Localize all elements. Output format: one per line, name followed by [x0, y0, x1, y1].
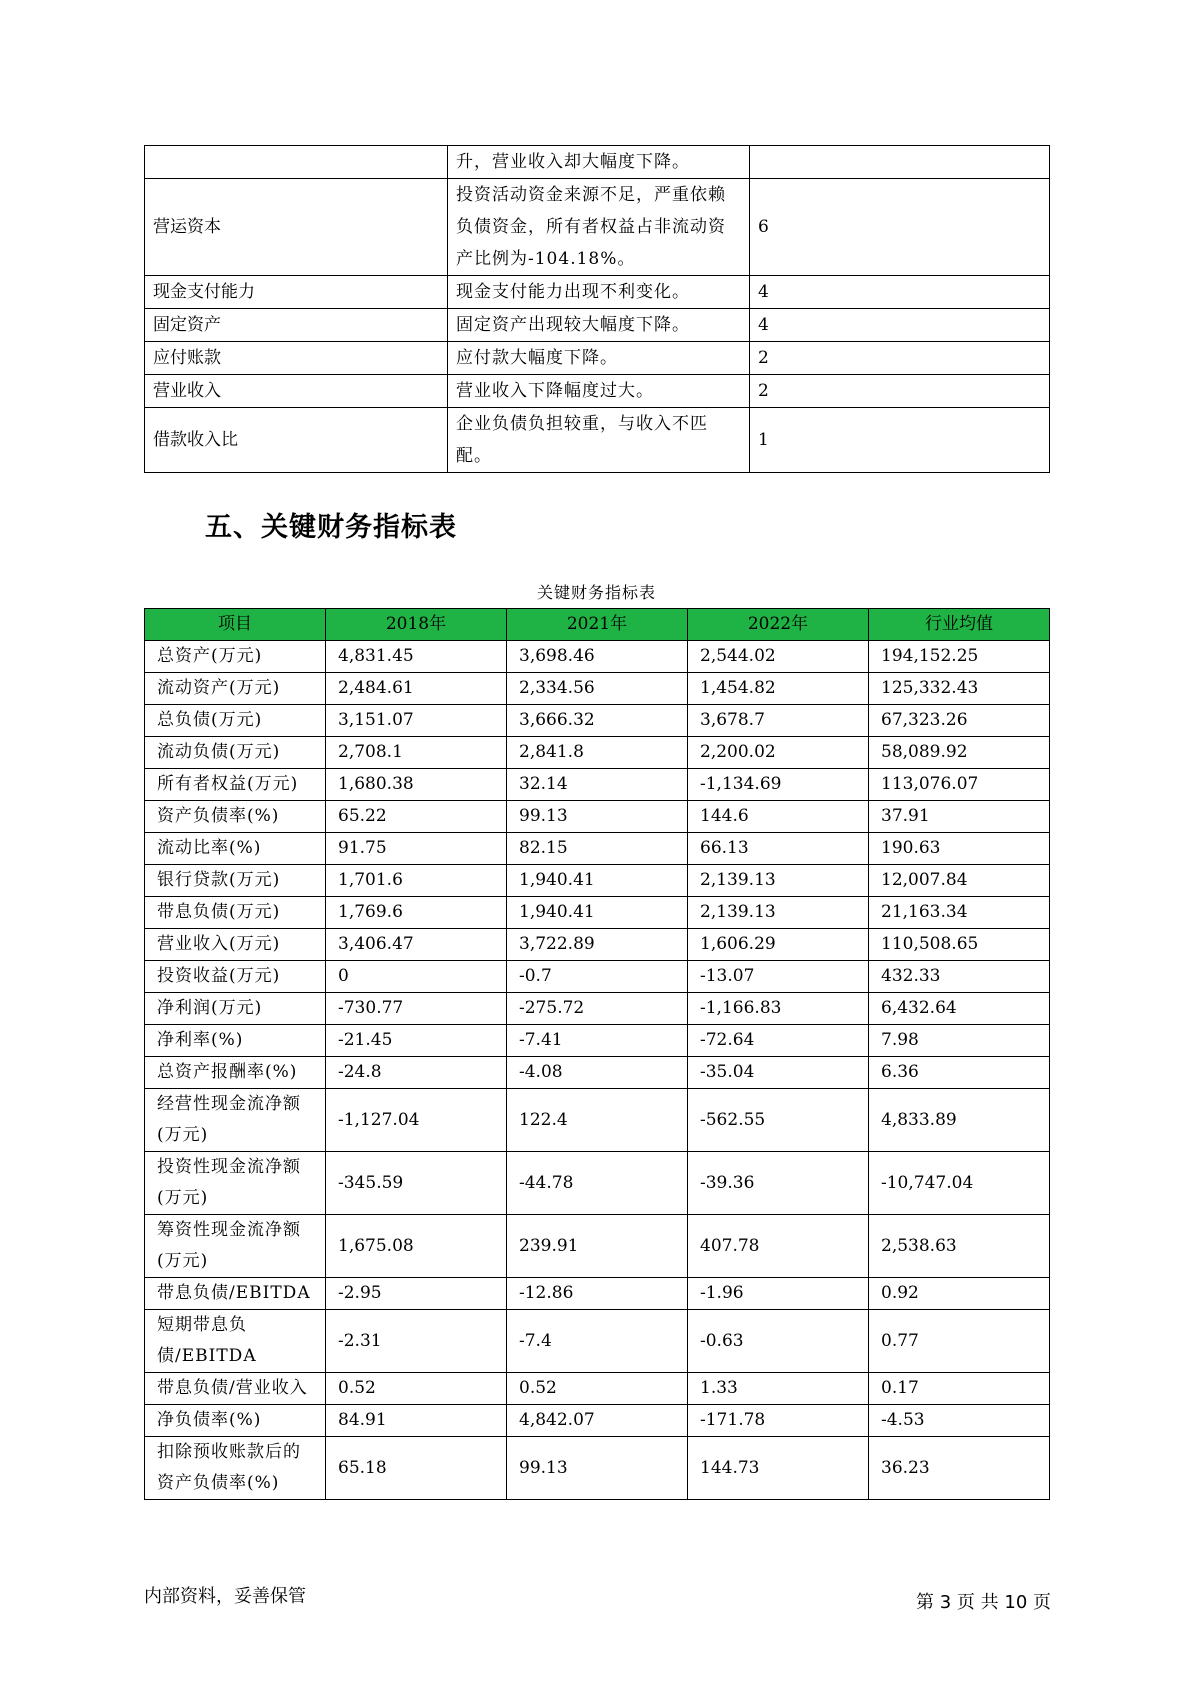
row-label-cell: 投资收益(万元) — [145, 961, 326, 993]
row-label-cell: 资产负债率(%) — [145, 801, 326, 833]
table-row — [145, 1057, 1050, 1089]
value-cell: 0.17 — [869, 1373, 1050, 1405]
value-cell: -1.96 — [688, 1278, 869, 1310]
row-label-cell: 净利率(%) — [145, 1025, 326, 1057]
risk-score-cell: 2 — [750, 342, 1050, 375]
header-row — [145, 609, 1050, 641]
risk-table-body — [145, 146, 1050, 473]
value-cell: 0.77 — [869, 1310, 1050, 1373]
value-cell: 6.36 — [869, 1057, 1050, 1089]
value-cell: 65.18 — [326, 1437, 507, 1500]
table-row — [145, 1437, 1050, 1500]
value-cell: -1,166.83 — [688, 993, 869, 1025]
value-cell: -562.55 — [688, 1089, 869, 1152]
value-cell: 91.75 — [326, 833, 507, 865]
row-label-cell: 流动比率(%) — [145, 833, 326, 865]
table-header — [145, 609, 1050, 641]
value-cell: 3,698.46 — [507, 641, 688, 673]
table-row — [145, 1215, 1050, 1278]
table-row — [145, 737, 1050, 769]
value-cell: 37.91 — [869, 801, 1050, 833]
risk-table-row — [145, 408, 1050, 473]
value-cell: 1,940.41 — [507, 865, 688, 897]
value-cell: 1,606.29 — [688, 929, 869, 961]
value-cell: -7.41 — [507, 1025, 688, 1057]
value-cell: -345.59 — [326, 1152, 507, 1215]
value-cell: 144.6 — [688, 801, 869, 833]
value-cell: 1,454.82 — [688, 673, 869, 705]
value-cell: 1,701.6 — [326, 865, 507, 897]
value-cell: 2,139.13 — [688, 865, 869, 897]
risk-score-cell: 6 — [750, 179, 1050, 276]
table-row — [145, 769, 1050, 801]
value-cell: 3,151.07 — [326, 705, 507, 737]
table-row — [145, 865, 1050, 897]
value-cell: -21.45 — [326, 1025, 507, 1057]
header-cell-2018: 2018年 — [326, 609, 507, 641]
table-row — [145, 705, 1050, 737]
value-cell: -10,747.04 — [869, 1152, 1050, 1215]
value-cell: 3,722.89 — [507, 929, 688, 961]
table-row — [145, 993, 1050, 1025]
table-body — [145, 641, 1050, 1500]
value-cell: -2.31 — [326, 1310, 507, 1373]
row-label-cell: 带息负债/营业收入 — [145, 1373, 326, 1405]
risk-score-cell: 4 — [750, 276, 1050, 309]
value-cell: 1,940.41 — [507, 897, 688, 929]
risk-item-cell: 固定资产 — [145, 309, 448, 342]
table-caption: 关键财务指标表 — [536, 583, 656, 602]
value-cell: -275.72 — [507, 993, 688, 1025]
value-cell: 58,089.92 — [869, 737, 1050, 769]
value-cell: 2,200.02 — [688, 737, 869, 769]
value-cell: 6,432.64 — [869, 993, 1050, 1025]
value-cell: 2,484.61 — [326, 673, 507, 705]
value-cell: 122.4 — [507, 1089, 688, 1152]
value-cell: 194,152.25 — [869, 641, 1050, 673]
value-cell: -39.36 — [688, 1152, 869, 1215]
value-cell: 0.52 — [326, 1373, 507, 1405]
risk-description-cell: 营业收入下降幅度过大。 — [448, 375, 750, 408]
value-cell: 2,334.56 — [507, 673, 688, 705]
value-cell: -171.78 — [688, 1405, 869, 1437]
value-cell: 99.13 — [507, 801, 688, 833]
row-label-cell: 营业收入(万元) — [145, 929, 326, 961]
header-cell-2022: 2022年 — [688, 609, 869, 641]
row-label-cell: 所有者权益(万元) — [145, 769, 326, 801]
value-cell: 110,508.65 — [869, 929, 1050, 961]
value-cell: 32.14 — [507, 769, 688, 801]
value-cell: 113,076.07 — [869, 769, 1050, 801]
row-label-cell: 银行贷款(万元) — [145, 865, 326, 897]
value-cell: 2,139.13 — [688, 897, 869, 929]
table-row — [145, 673, 1050, 705]
table-row — [145, 833, 1050, 865]
table-row — [145, 1152, 1050, 1215]
value-cell: 0.92 — [869, 1278, 1050, 1310]
value-cell: -72.64 — [688, 1025, 869, 1057]
risk-item-cell: 现金支付能力 — [145, 276, 448, 309]
value-cell: 65.22 — [326, 801, 507, 833]
value-cell: 4,833.89 — [869, 1089, 1050, 1152]
risk-table-row — [145, 179, 1050, 276]
header-cell-industry-average: 行业均值 — [869, 609, 1050, 641]
value-cell: 7.98 — [869, 1025, 1050, 1057]
row-label-cell: 短期带息负债/EBITDA — [145, 1310, 326, 1373]
value-cell: 0.52 — [507, 1373, 688, 1405]
value-cell: -1,134.69 — [688, 769, 869, 801]
value-cell: -0.7 — [507, 961, 688, 993]
value-cell: 1,769.6 — [326, 897, 507, 929]
row-label-cell: 扣除预收账款后的资产负债率(%) — [145, 1437, 326, 1500]
value-cell: -4.08 — [507, 1057, 688, 1089]
value-cell: 84.91 — [326, 1405, 507, 1437]
risk-description-cell: 企业负债负担较重，与收入不匹配。 — [448, 408, 750, 473]
table-row — [145, 961, 1050, 993]
table-row — [145, 1405, 1050, 1437]
risk-description-cell: 固定资产出现较大幅度下降。 — [448, 309, 750, 342]
row-label-cell: 经营性现金流净额(万元) — [145, 1089, 326, 1152]
value-cell: 0 — [326, 961, 507, 993]
risk-table-row — [145, 309, 1050, 342]
header-cell-item: 项目 — [145, 609, 326, 641]
row-label-cell: 净利润(万元) — [145, 993, 326, 1025]
value-cell: 239.91 — [507, 1215, 688, 1278]
risk-score-cell: 4 — [750, 309, 1050, 342]
risk-description-cell: 升，营业收入却大幅度下降。 — [448, 146, 750, 179]
risk-indicator-table — [144, 145, 1050, 473]
value-cell: -35.04 — [688, 1057, 869, 1089]
value-cell: -0.63 — [688, 1310, 869, 1373]
value-cell: 125,332.43 — [869, 673, 1050, 705]
value-cell: -2.95 — [326, 1278, 507, 1310]
row-label-cell: 带息负债/EBITDA — [145, 1278, 326, 1310]
value-cell: 21,163.34 — [869, 897, 1050, 929]
footer-page-number: 第 3 页 共 10 页 — [916, 1592, 1051, 1613]
row-label-cell: 流动负债(万元) — [145, 737, 326, 769]
value-cell: 4,831.45 — [326, 641, 507, 673]
row-label-cell: 带息负债(万元) — [145, 897, 326, 929]
footer-confidential-note: 内部资料，妥善保管 — [144, 1586, 306, 1607]
value-cell: 4,842.07 — [507, 1405, 688, 1437]
risk-description-cell: 现金支付能力出现不利变化。 — [448, 276, 750, 309]
value-cell: -730.77 — [326, 993, 507, 1025]
risk-description-cell: 应付款大幅度下降。 — [448, 342, 750, 375]
value-cell: 2,538.63 — [869, 1215, 1050, 1278]
value-cell: -12.86 — [507, 1278, 688, 1310]
key-financial-indicators-table — [144, 608, 1050, 1500]
row-label-cell: 总资产(万元) — [145, 641, 326, 673]
risk-score-cell: 1 — [750, 408, 1050, 473]
row-label-cell: 净负债率(%) — [145, 1405, 326, 1437]
value-cell: 2,544.02 — [688, 641, 869, 673]
value-cell: -13.07 — [688, 961, 869, 993]
section-heading: 五、关键财务指标表 — [205, 512, 457, 543]
risk-table-row — [145, 276, 1050, 309]
risk-score-cell — [750, 146, 1050, 179]
value-cell: 66.13 — [688, 833, 869, 865]
value-cell: 1,680.38 — [326, 769, 507, 801]
value-cell: 1.33 — [688, 1373, 869, 1405]
table-row — [145, 1310, 1050, 1373]
risk-item-cell — [145, 146, 448, 179]
table-row — [145, 1025, 1050, 1057]
value-cell: 2,708.1 — [326, 737, 507, 769]
risk-item-cell: 营运资本 — [145, 179, 448, 276]
value-cell: 407.78 — [688, 1215, 869, 1278]
value-cell: -24.8 — [326, 1057, 507, 1089]
risk-item-cell: 营业收入 — [145, 375, 448, 408]
value-cell: 3,666.32 — [507, 705, 688, 737]
table-row — [145, 1089, 1050, 1152]
table-row — [145, 897, 1050, 929]
table-row — [145, 929, 1050, 961]
row-label-cell: 筹资性现金流净额(万元) — [145, 1215, 326, 1278]
value-cell: 82.15 — [507, 833, 688, 865]
risk-table-row — [145, 342, 1050, 375]
value-cell: -4.53 — [869, 1405, 1050, 1437]
risk-item-cell: 借款收入比 — [145, 408, 448, 473]
value-cell: 36.23 — [869, 1437, 1050, 1500]
value-cell: 190.63 — [869, 833, 1050, 865]
table-row — [145, 1278, 1050, 1310]
value-cell: 67,323.26 — [869, 705, 1050, 737]
risk-score-cell: 2 — [750, 375, 1050, 408]
header-cell-2021: 2021年 — [507, 609, 688, 641]
value-cell: 12,007.84 — [869, 865, 1050, 897]
value-cell: 3,678.7 — [688, 705, 869, 737]
value-cell: -44.78 — [507, 1152, 688, 1215]
row-label-cell: 流动资产(万元) — [145, 673, 326, 705]
risk-table-row — [145, 146, 1050, 179]
table-row — [145, 1373, 1050, 1405]
table-row — [145, 801, 1050, 833]
risk-description-cell: 投资活动资金来源不足，严重依赖负债资金，所有者权益占非流动资产比例为-104.18%。 — [448, 179, 750, 276]
value-cell: -1,127.04 — [326, 1089, 507, 1152]
value-cell: 432.33 — [869, 961, 1050, 993]
row-label-cell: 投资性现金流净额(万元) — [145, 1152, 326, 1215]
row-label-cell: 总负债(万元) — [145, 705, 326, 737]
row-label-cell: 总资产报酬率(%) — [145, 1057, 326, 1089]
value-cell: 144.73 — [688, 1437, 869, 1500]
value-cell: 99.13 — [507, 1437, 688, 1500]
value-cell: 2,841.8 — [507, 737, 688, 769]
value-cell: 3,406.47 — [326, 929, 507, 961]
value-cell: -7.4 — [507, 1310, 688, 1373]
risk-item-cell: 应付账款 — [145, 342, 448, 375]
table-row — [145, 641, 1050, 673]
value-cell: 1,675.08 — [326, 1215, 507, 1278]
risk-table-row — [145, 375, 1050, 408]
